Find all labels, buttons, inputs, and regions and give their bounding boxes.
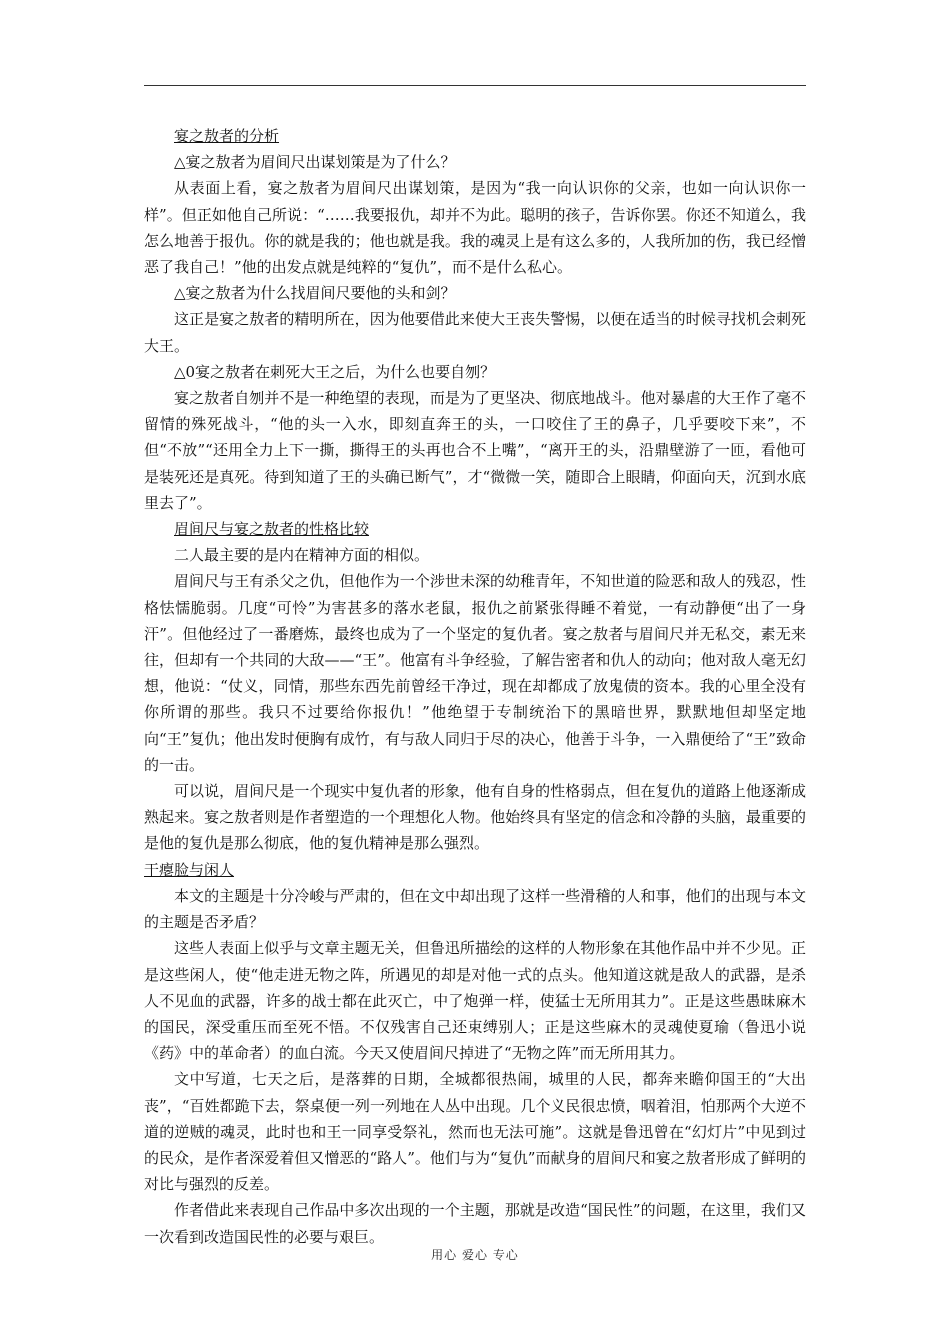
answer-1: 从表面上看，宴之敖者为眉间尺出谋划策，是因为“我一向认识你的父亲，也如一向认识你一样”。但正如他自己所说：“……我要报仇，却并不为此。聪明的孩子，告诉你罢。你还不知道么，我怎么地善于报仇。你的就是我的；他也就是我。我的魂灵上是有这么多的，人我所加的伤，我已经憎恶了我自己！”他的出发点就是纯粹的“复仇”，而不是什么私心。 xyxy=(144,179,806,277)
section-heading-idlers: 干瘪脸与闲人 xyxy=(144,860,235,879)
paragraph: 可以说，眉间尺是一个现实中复仇者的形象，他有自身的性格弱点，但在复仇的道路上他逐渐成熟起来。宴之敖者则是作者塑造的一个理想化人物。他始终具有坚定的信念和冷静的头脑，最重要的是他的复仇是那么彻底，他的复仇精神是那么强烈。 xyxy=(144,782,806,853)
paragraph: 本文的主题是十分冷峻与严肃的，但在文中却出现了这样一些滑稽的人和事，他们的出现与本文的主题是否矛盾？ xyxy=(144,886,806,932)
paragraph: 二人最主要的是内在精神方面的相似。 xyxy=(174,546,430,565)
header-rule xyxy=(144,85,806,86)
question-1: △宴之敖者为眉间尺出谋划策是为了什么？ xyxy=(174,153,456,172)
question-2: △宴之敖者为什么找眉间尺要他的头和剑？ xyxy=(174,284,456,303)
section-heading-analysis: 宴之敖者的分析 xyxy=(174,127,280,145)
page-footer: 用心 爱心 专心 xyxy=(431,1248,519,1262)
question-3: △0宴之敖者在刺死大王之后，为什么也要自刎？ xyxy=(174,362,496,381)
answer-3: 宴之敖者自刎并不是一种绝望的表现，而是为了更坚决、彻底地战斗。他对暴虐的大王作了毫不留情的殊死战斗，“他的头一入水，即刻直奔王的头，一口咬住了王的鼻子，几乎要咬下来”，不但“不放”“还用全力上下一撕，撕得王的头再也合不上嘴”，“离开王的头，沿鼎壁游了一匝，看他可是装死还是真死。待到知道了王的头确已断气”，才“微微一笑，随即合上眼睛，仰面向天，沉到水底里去了”。 xyxy=(144,389,806,512)
document-body xyxy=(144,123,806,1250)
paragraph: 文中写道，七天之后，是落葬的日期，全城都很热闹，城里的人民，都奔来瞻仰国王的“大出丧”，“百姓都跪下去，祭桌便一列一列地在人丛中出现。几个义民很忠愤，咽着泪，怕那两个大逆不道的逆贼的魂灵，此时也和王一同享受祭礼，然而也无法可施”。这就是鲁迅曾在“幻灯片”中见到过的民众，是作者深爱着但又憎恶的“路人”。他们与为“复仇”而献身的眉间尺和宴之敖者形成了鲜明的对比与强烈的反差。 xyxy=(144,1070,806,1194)
paragraph: 作者借此来表现自己作品中多次出现的一个主题，那就是改造“国民性”的问题，在这里，我们又一次看到改造国民性的必要与艰巨。 xyxy=(144,1201,806,1246)
answer-2: 这正是宴之敖者的精明所在，因为他要借此来使大王丧失警惕，以便在适当的时候寻找机会刺死大王。 xyxy=(144,310,806,355)
section-heading-comparison: 眉间尺与宴之敖者的性格比较 xyxy=(174,520,370,539)
paragraph: 眉间尺与王有杀父之仇，但他作为一个涉世未深的幼稚青年，不知世道的险恶和敌人的残忍，性格怯懦脆弱。几度“可怜”为害甚多的落水老鼠，报仇之前紧张得睡不着觉，一有动静便“出了一身汗”。但他经过了一番磨炼，最终也成为了一个坚定的复仇者。宴之敖者与眉间尺并无私交，素无来往，但却有一个共同的大敌——“王”。他富有斗争经验，了解告密者和仇人的动向；他对敌人毫无幻想，他说：“仗义，同情，那些东西先前曾经干净过，现在却都成了放鬼债的资本。我的心里全没有你所谓的那些。我只不过要给你报仇！”他绝望于专制统治下的黑暗世界，默默地但却坚定地向“王”复仇；他出发时便胸有成竹，有与敌人同归于尽的决心，他善于斗争，一入鼎便给了“王”致命的一击。 xyxy=(144,572,806,774)
paragraph: 这些人表面上似乎与文章主题无关，但鲁迅所描绘的这样的人物形象在其他作品中并不少见。正是这些闲人，使“他走进无物之阵，所遇见的却是对他一式的点头。他知道这就是敌人的武器，是杀人不见血的武器，许多的战士都在此灭亡，中了炮弹一样，使猛士无所用其力”。正是这些愚昧麻木的国民，深受重压而至死不悟。不仅残害自己还束缚别人；正是这些麻木的灵魂使夏瑜（鲁迅小说《药》中的革命者）的血白流。今天又使眉间尺掉进了“无物之阵”而无所用其力。 xyxy=(144,939,806,1063)
